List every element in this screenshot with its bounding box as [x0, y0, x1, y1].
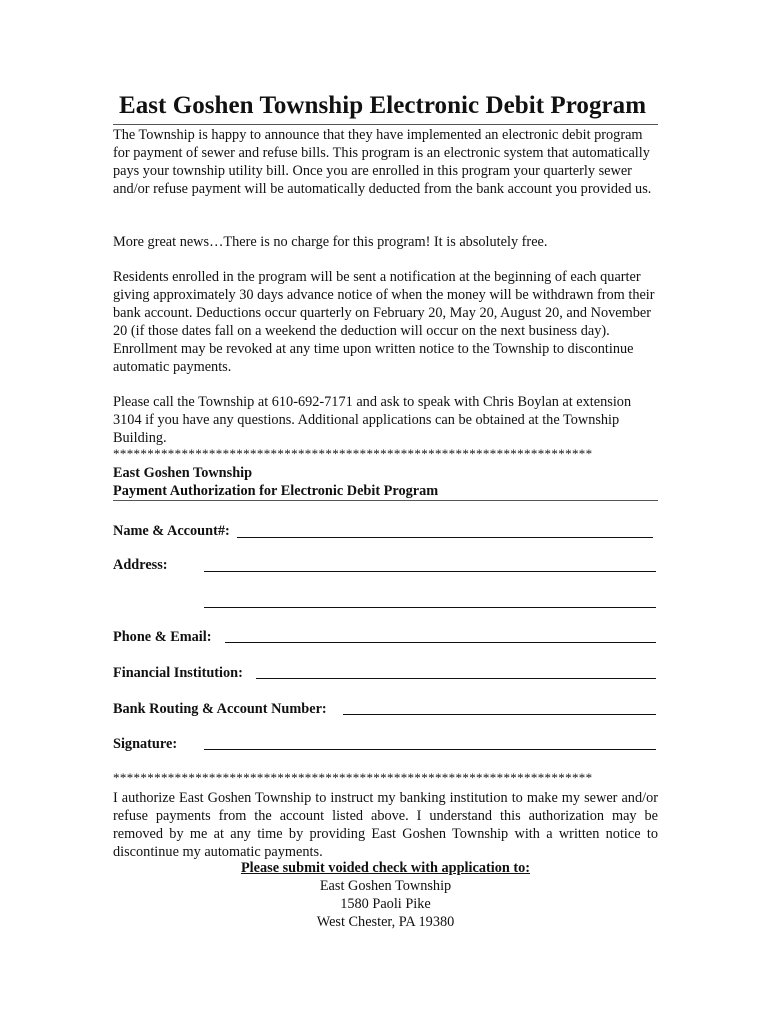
- submit-address-line-1: East Goshen Township: [319, 878, 452, 894]
- address-label: Address:: [113, 557, 168, 573]
- submit-address-line-2: 1580 Paoli Pike: [340, 896, 431, 912]
- address-line-2-field[interactable]: [204, 607, 656, 608]
- contact-paragraph: Please call the Township at 610-692-7171 and ask to speak with Chris Boylan at extension 3104 if you have any questions. Additional applications can be obtained at the Township Building.: [113, 394, 632, 446]
- bank-routing-label: Bank Routing & Account Number:: [113, 701, 327, 717]
- notification-paragraph: Residents enrolled in the program will be sent a notification at the beginning of each quarter giving approximately 30 days advance notice of when the money will be withdrawn from their bank account. Deductions occur quarterly on February 20, May 20, August 20, and November 20 (if those dates fall on a weekend the deduction will occur on the next business day). Enrollment may be revoked at any time upon written notice to the Township to discontinue automatic payments.: [113, 269, 655, 375]
- form-heading-rule: [113, 500, 658, 501]
- form-heading: Payment Authorization for Electronic Debit Program: [113, 483, 439, 499]
- name-account-label: Name & Account#:: [113, 523, 230, 539]
- separator-top: **********************************************************************: [113, 447, 593, 461]
- submit-address-line-3: West Chester, PA 19380: [316, 914, 455, 930]
- address-line-1-field[interactable]: [204, 571, 656, 572]
- title-underline: [113, 124, 658, 125]
- financial-institution-field[interactable]: [256, 678, 656, 679]
- signature-label: Signature:: [113, 736, 178, 752]
- submit-instructions: [113, 859, 658, 931]
- authorization-paragraph: I authorize East Goshen Township to instruct my banking institution to make my sewer and/or refuse payments from the account listed above. I understand this authorization may be removed by me at any time by providing East Goshen Township with a written notice to discontinue my automatic payments.: [113, 790, 658, 860]
- phone-email-field[interactable]: [225, 642, 656, 643]
- bank-routing-field[interactable]: [343, 714, 656, 715]
- financial-institution-label: Financial Institution:: [113, 665, 243, 681]
- separator-bottom: **********************************************************************: [113, 771, 593, 785]
- signature-field[interactable]: [204, 749, 656, 750]
- name-account-field[interactable]: [237, 537, 653, 538]
- intro-paragraph: The Township is happy to announce that they have implemented an electronic debit program for payment of sewer and refuse bills. This program is an electronic system that automatically pays your township utility bill. Once you are enrolled in this program your quarterly sewer and/or refuse payment will be automatically deducted from the bank account you provided us.: [113, 127, 652, 197]
- document-title: East Goshen Township Electronic Debit Program: [119, 92, 647, 119]
- no-charge-paragraph: More great news…There is no charge for this program! It is absolutely free.: [113, 234, 548, 250]
- submit-title: Please submit voided check with application to:: [240, 860, 531, 876]
- form-org-name: East Goshen Township: [113, 465, 253, 481]
- phone-email-label: Phone & Email:: [113, 629, 212, 645]
